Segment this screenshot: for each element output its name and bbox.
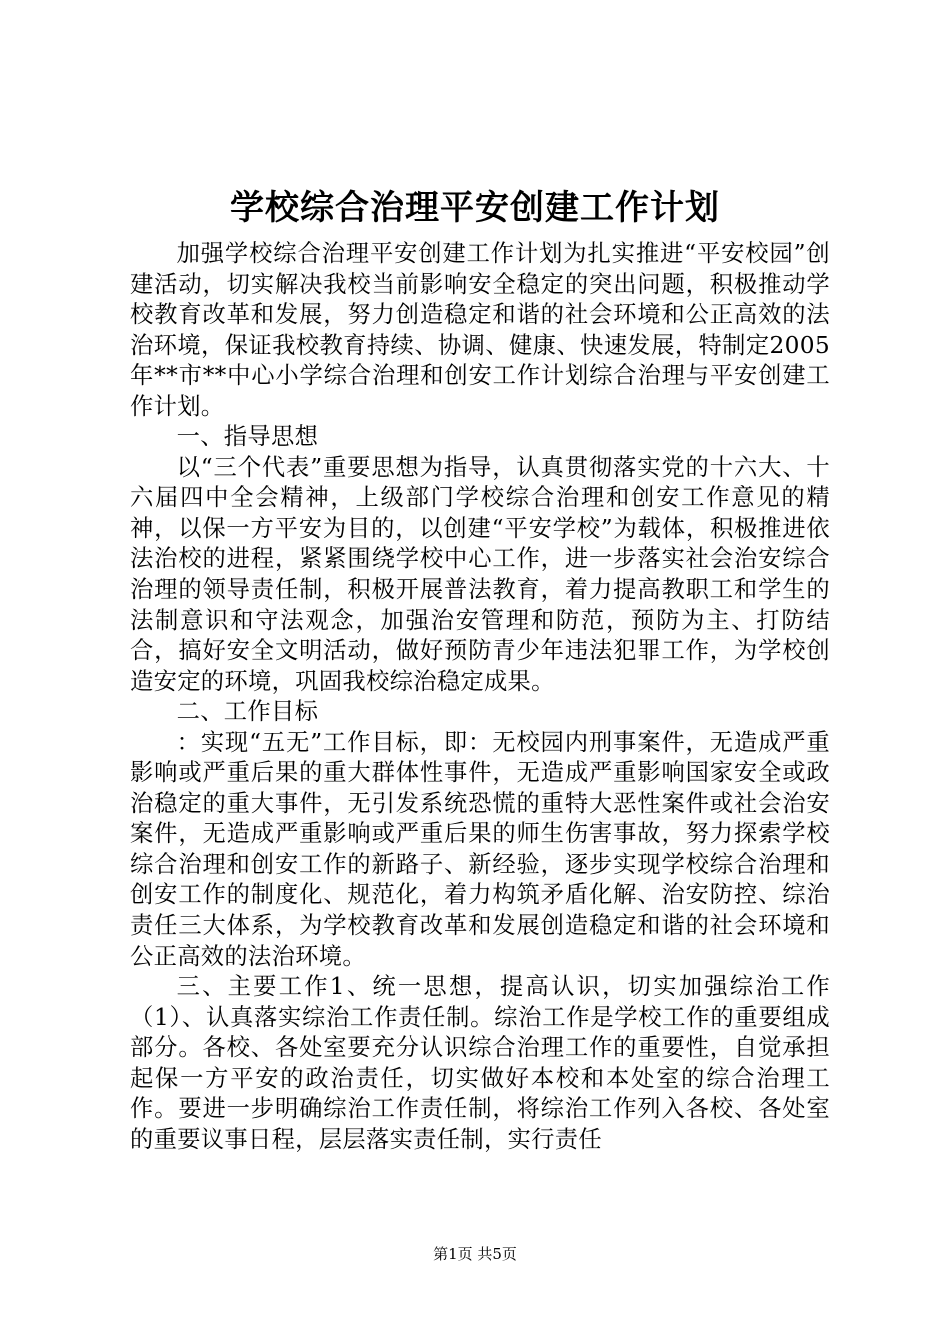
page-number-footer: 第1页 共5页: [433, 1245, 517, 1263]
body-paragraph-work-goals: ：实现“五无”工作目标，即：无校园内刑事案件，无造成严重影响或严重后果的重大群体性事件，无造成严重影响国家安全或政治稳定的重大事件，无引发系统恐慌的重特大恶性案件或社会治安案件，无造成严重影响或严重后果的师生伤害事故，努力探索学校综合治理和创安工作的新路子、新经验，逐步实现学校综合治理和创安工作的制度化、规范化，着力构筑矛盾化解、治安防控、综治责任三大体系，为学校教育改革和发展创造稳定和谐的社会环境和公正高效的法治环境。: [130, 728, 830, 970]
body-paragraph-main-work: 三、主要工作1、统一思想，提高认识，切实加强综治工作（1）、认真落实综治工作责任制。综治工作是学校工作的重要组成部分。各校、各处室要充分认识综合治理工作的重要性，自觉承担起保一方平安的政治责任，切实做好本校和本处室的综合治理工作。要进一步明确综治工作责任制，将综治工作列入各校、各处室的重要议事日程，层层落实责任制，实行责任: [130, 973, 830, 1153]
document-body: [130, 239, 830, 1155]
section-heading-work-goals: 二、工作目标: [176, 698, 319, 726]
document-title: 学校综合治理平安创建工作计划: [230, 188, 720, 228]
section-heading-guiding-ideology: 一、指导思想: [176, 423, 319, 451]
body-paragraph-intro: 加强学校综合治理平安创建工作计划为扎实推进“平安校园”创建活动，切实解决我校当前影响安全稳定的突出问题，积极推动学校教育改革和发展，努力创造稳定和谐的社会环境和公正高效的法治环境，保证我校教育持续、协调、健康、快速发展，特制定2005年**市**中心小学综合治理和创安工作计划综合治理与平安创建工作计划。: [130, 240, 830, 420]
body-paragraph-guiding-ideology: 以“三个代表”重要思想为指导，认真贯彻落实党的十六大、十六届四中全会精神，上级部门学校综合治理和创安工作意见的精神，以保一方平安为目的，以创建“平安学校”为载体，积极推进依法治校的进程，紧紧围绕学校中心工作，进一步落实社会治安综合治理的领导责任制，积极开展普法教育，着力提高教职工和学生的法制意识和守法观念，加强治安管理和防范，预防为主、打防结合，搞好安全文明活动，做好预防青少年违法犯罪工作，为学校创造安定的环境，巩固我校综治稳定成果。: [130, 453, 830, 695]
